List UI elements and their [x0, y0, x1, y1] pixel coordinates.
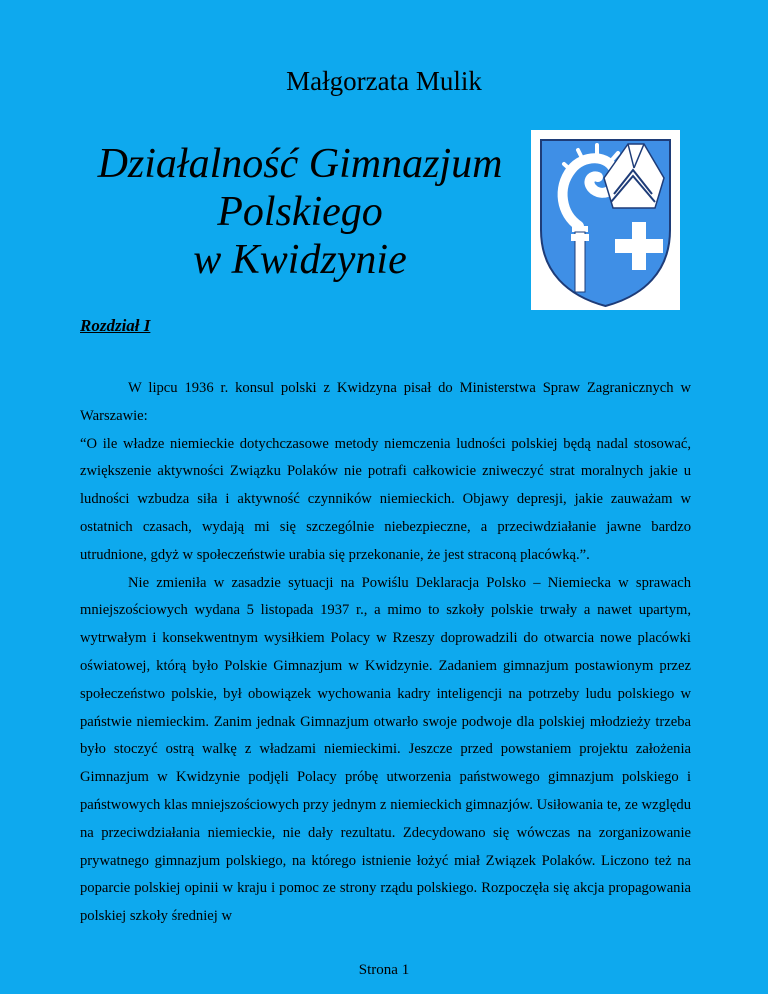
document-title	[70, 140, 530, 284]
title-line: Polskiego	[217, 189, 383, 235]
title-line: w Kwidzynie	[193, 237, 407, 283]
body-text	[80, 375, 691, 931]
coat-of-arms-icon	[531, 130, 680, 310]
page-number: Strona 1	[358, 962, 410, 978]
paragraph: Nie zmieniła w zasadzie sytuacji na Powiślu Deklaracja Polsko – Niemiecka w sprawach mniejszościowych wydana 5 listopada 1937 r., a mimo to szkoły polskie trwały a nawet upartym, wytrwałym i konsekwentnym wysiłkiem Polacy w Rzeszy doprowadzili do otwarcia nowe placówki oświatowej, którą było Polskie Gimnazjum w Kwidzynie. Zadaniem gimnazjum postawionym przez społeczeństwo polskie, był obowiązek wychowania kadry inteligencji na potrzeby ludu polskiego w państwie niemieckim. Zanim jednak Gimnazjum otwarło swoje podwoje dla polskiej młodzieży trzeba było stoczyć ostrą walkę z władzami niemieckimi. Jeszcze przed powstaniem projektu założenia Gimnazjum w Kwidzynie podjęli Polacy próbę utworzenia państwowego gimnazjum polskiego i państwowych klas mniejszościowych przy jednym z niemieckich gimnazjów. Usiłowania te, ze względu na przeciwdziałania niemieckie, nie dały rezultatu. Zdecydowano się wówczas na zorganizowanie prywatnego gimnazjum polskiego, na którego istnienie łożyć miał Związek Polaków. Liczono też na poparcie polskiej opinii w kraju i pomoc ze strony rządu polskiego. Rozpoczęła się akcja propagowania polskiej szkoły średniej w	[80, 574, 691, 925]
quote-paragraph: “O ile władze niemieckie dotychczasowe metody niemczenia ludności polskiej będą nadal stosować, zwiększenie aktywności Związku Polaków nie potrafi całkowicie zniweczyć strat moralnych jakie u ludności wzbudza siła i aktywność czynników niemieckich. Objawy depresji, jakie zauważam w ostatnich czasach, wydają mi się szczególnie niebezpieczne, a przeciwdziałanie jawne bardzo utrudnione, gdyż w społeczeństwie urabia się przekonanie, że jest straconą placówką.”.	[80, 435, 691, 563]
title-line: Działalność Gimnazjum	[97, 141, 503, 187]
chapter-heading: Rozdział I	[80, 316, 151, 335]
author-name: Małgorzata Mulik	[286, 66, 482, 96]
paragraph: W lipcu 1936 r. konsul polski z Kwidzyna pisał do Ministerstwa Spraw Zagranicznych w Warszawie:	[80, 380, 691, 424]
